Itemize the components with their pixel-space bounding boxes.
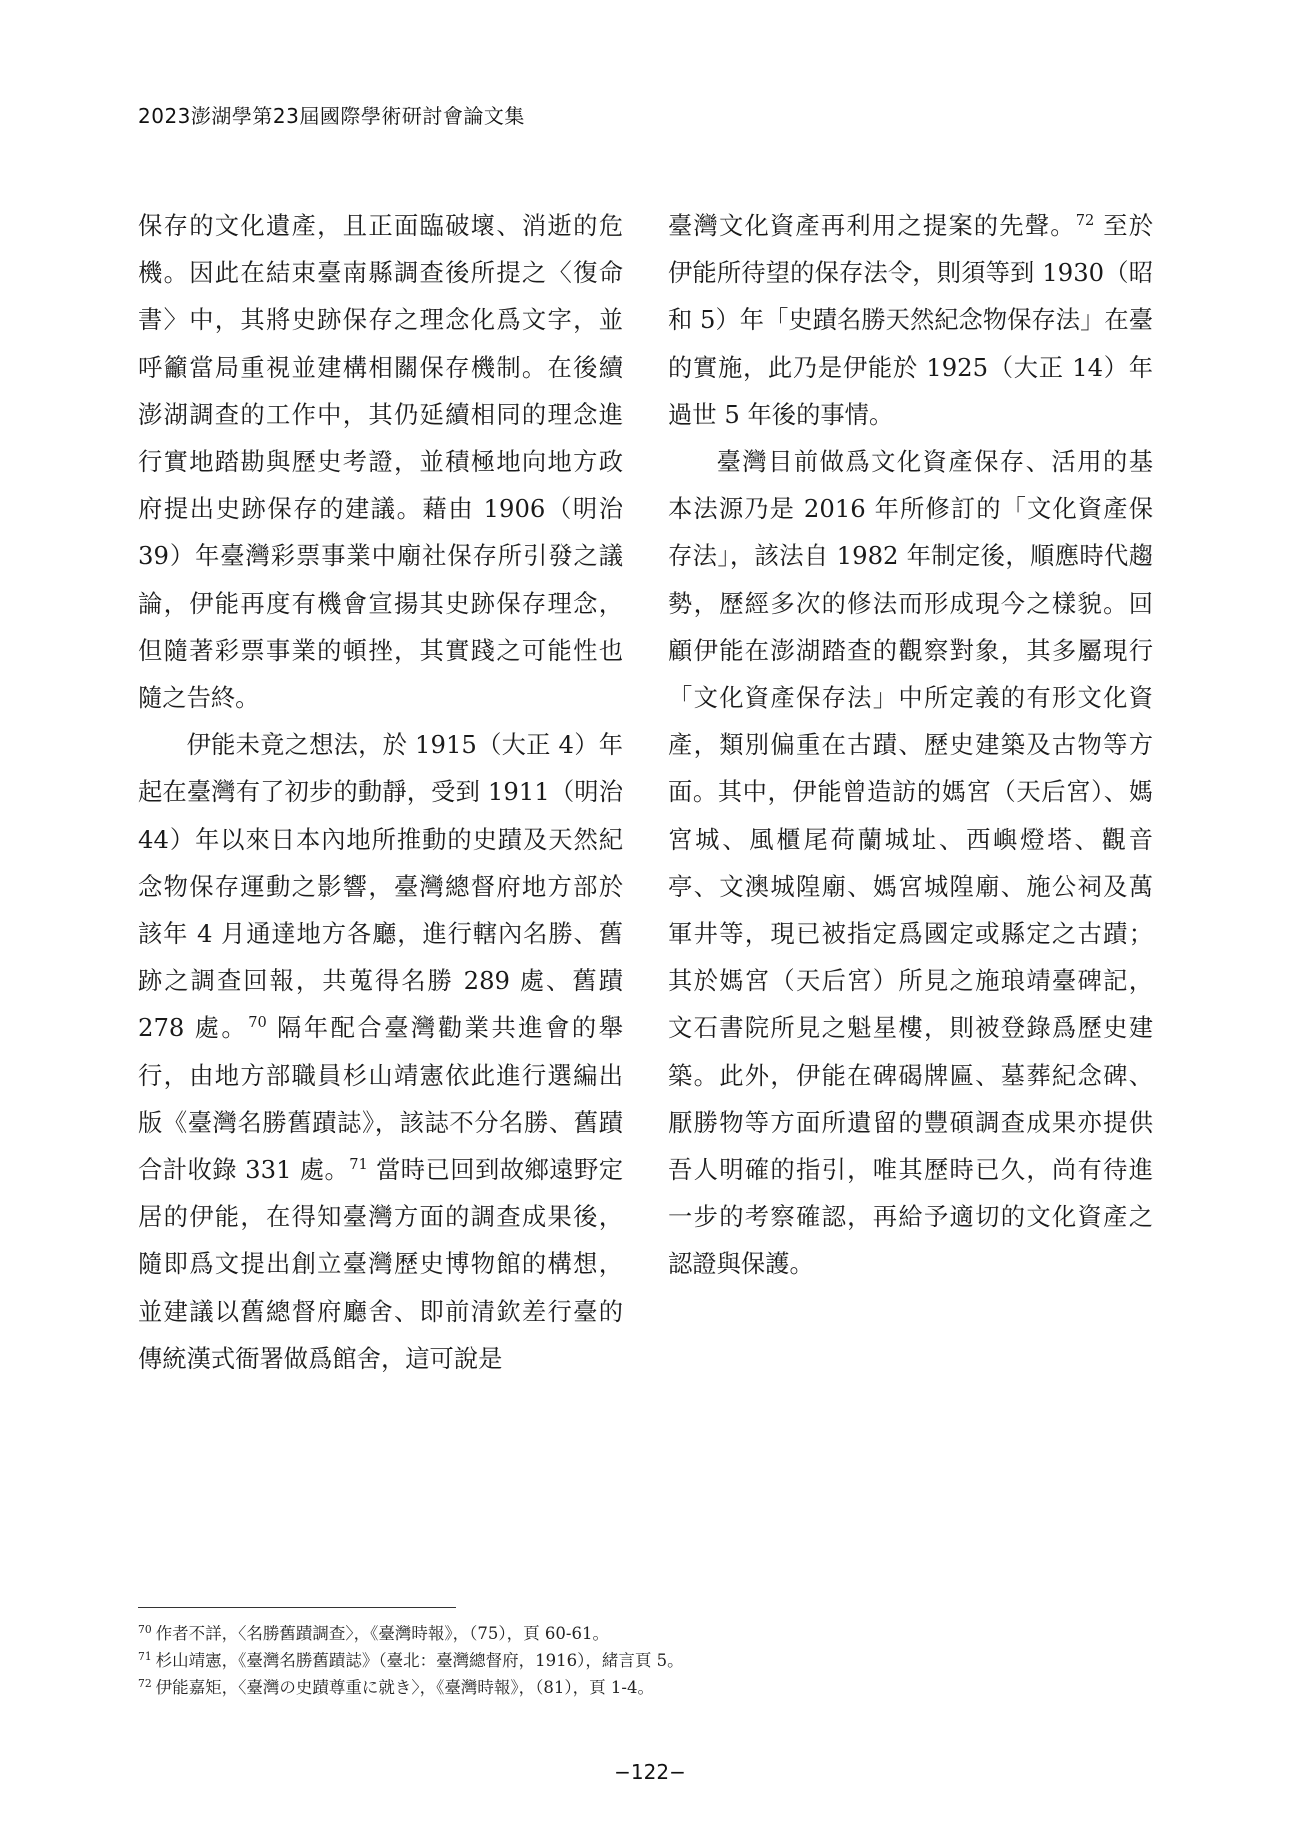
right-column bbox=[668, 202, 1153, 1288]
footnote-number: 72 bbox=[138, 1676, 152, 1690]
running-header: 2023澎湖學第23屆國際學術研討會論文集 bbox=[138, 104, 525, 128]
paragraph-text: 隔年配合臺灣勸業共進會的舉行，由地方部職員杉山靖憲依此進行選編出版《臺灣名勝舊蹟誌》，該誌不分名勝、舊蹟合計收錄 331 處。 bbox=[138, 1013, 623, 1185]
footnote-ref-70[interactable]: 70 bbox=[248, 1014, 267, 1032]
footnote-number: 70 bbox=[138, 1622, 152, 1636]
body-paragraph: 保存的文化遺產，且正面臨破壞、消逝的危機。因此在結束臺南縣調查後所提之〈復命書〉中，其將史跡保存之理念化爲文字，並呼籲當局重視並建構相關保存機制。在後續澎湖調查的工作中，其仍延續相同的理念進行實地踏勘與歷史考證，並積極地向地方政府提出史跡保存的建議。藉由 1906（明治 39）年臺灣彩票事業中廟社保存所引發之議論，伊能再度有機會宣揚其史跡保存理念，但隨著彩票事業的頓挫，其實踐之可能性也隨之告終。 bbox=[138, 211, 623, 713]
body-paragraph bbox=[668, 202, 1153, 438]
paragraph-text: 臺灣文化資產再利用之提案的先聲。 bbox=[668, 211, 1076, 240]
paragraph-text: 至於伊能所待望的保存法令，則須等到 1930（昭和 5）年「史蹟名勝天然紀念物保存法」在臺的實施，此乃是伊能於 1925（大正 14）年過世 5 年後的事情。 bbox=[668, 211, 1153, 429]
footnote-ref-71[interactable]: 71 bbox=[349, 1155, 368, 1173]
footnote-70 bbox=[138, 1620, 1168, 1647]
paragraph-text: 當時已回到故鄉遠野定居的伊能，在得知臺灣方面的調查成果後，隨即爲文提出創立臺灣歷史博物館的構想，並建議以舊總督府廳舍、即前清欽差行臺的傳統漢式衙署做爲館舍，這可說是 bbox=[138, 1155, 623, 1373]
body-paragraph: 臺灣目前做爲文化資產保存、活用的基本法源乃是 2016 年所修訂的「文化資產保存法」，該法自 1982 年制定後，順應時代趨勢，歷經多次的修法而形成現今之樣貌。回顧伊能在澎湖踏查的觀察對象，其多屬現行「文化資產保存法」中所定義的有形文化資產，類別偏重在古蹟、歷史建築及古物等方面。其中，伊能曾造訪的媽宮（天后宮）、媽宮城、風櫃尾荷蘭城址、西嶼燈塔、觀音亭、文澳城隍廟、媽宮城隍廟、施公祠及萬軍井等，現已被指定爲國定或縣定之古蹟；其於媽宮（天后宮）所見之施琅靖臺碑記，文石書院所見之魁星樓，則被登錄爲歷史建築。此外，伊能在碑碣牌匾、墓葬紀念碑、厭勝物等方面所遺留的豐碩調查成果亦提供吾人明確的指引，唯其歷時已久，尚有待進一步的考察確認，再給予適切的文化資產之認證與保護。 bbox=[668, 447, 1153, 1279]
footnote-72 bbox=[138, 1674, 1168, 1701]
body-paragraph bbox=[138, 721, 623, 1382]
left-column bbox=[138, 202, 623, 1382]
footnote-text: 伊能嘉矩，〈臺灣の史蹟尊重に就き〉，《臺灣時報》，（81），頁 1-4。 bbox=[155, 1678, 654, 1697]
footnote-ref-72[interactable]: 72 bbox=[1075, 211, 1095, 229]
footnote-divider bbox=[138, 1607, 456, 1608]
paragraph-text: 伊能未竟之想法，於 1915（大正 4）年起在臺灣有了初步的動靜，受到 1911（明治 44）年以來日本內地所推動的史蹟及天然紀念物保存運動之影響，臺灣總督府地方部於該年 4 月通達地方各廳，進行轄內名勝、舊跡之調查回報，共蒐得名勝 289 處、舊蹟 278 處。 bbox=[138, 730, 623, 1043]
footnotes bbox=[138, 1620, 1168, 1701]
footnote-number: 71 bbox=[138, 1649, 152, 1663]
footnote-71 bbox=[138, 1647, 1168, 1674]
footnote-text: 作者不詳，〈名勝舊蹟調查〉，《臺灣時報》，（75），頁 60-61。 bbox=[155, 1624, 609, 1643]
footnote-text: 杉山靖憲，《臺灣名勝舊蹟誌》（臺北：臺灣總督府，1916），緒言頁 5。 bbox=[155, 1651, 684, 1670]
page-number: −122− bbox=[614, 1760, 686, 1784]
